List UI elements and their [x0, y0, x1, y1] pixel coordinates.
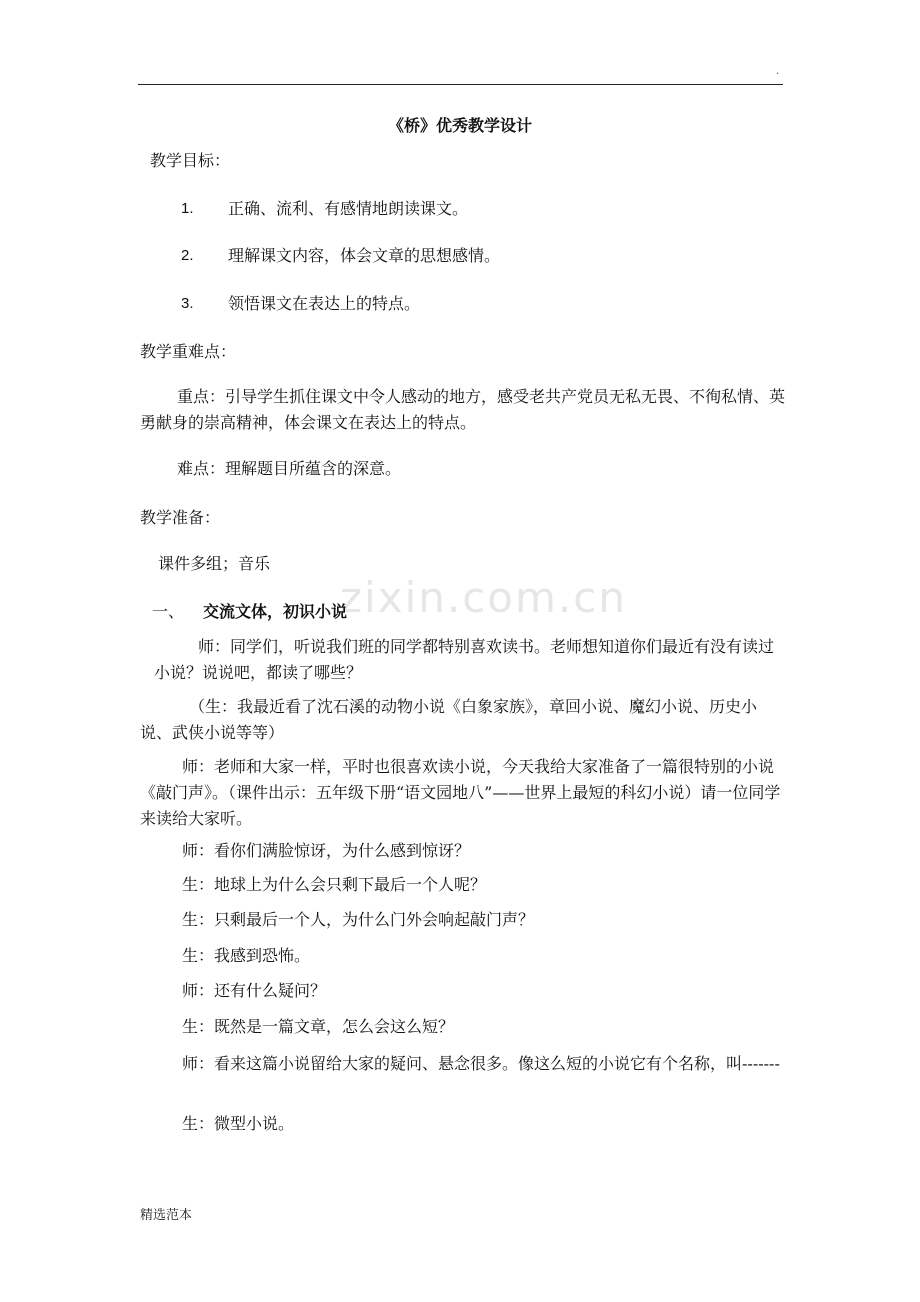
- difficulty-paragraph: 难点：理解题目所蕴含的深意。: [177, 459, 402, 478]
- dialogue-line-7: 生：我感到恐怖。: [182, 946, 311, 965]
- objective-num-1: 1.: [181, 200, 194, 217]
- objective-text-1: 正确、流利、有感情地朗读课文。: [228, 199, 469, 218]
- dialogue-line-8: 师：还有什么疑问？: [182, 981, 327, 1000]
- header-rule: [138, 84, 783, 85]
- objectives-heading: 教学目标：: [150, 151, 231, 170]
- focus-paragraph: 重点：引导学生抓住课文中令人感动的地方，感受老共产党员无私无畏、不徇私情、英勇献身的崇高精神，体会课文在表达上的特点。: [140, 387, 786, 432]
- dialogue-line-10: 师：看来这篇小说留给大家的疑问、悬念很多。像这么短的小说它有个名称，叫-------: [182, 1054, 780, 1073]
- preparation-items: 课件多组；音乐: [158, 554, 271, 573]
- dialogue-line-5: 生：地球上为什么会只剩下最后一个人呢？: [182, 875, 487, 894]
- objective-text-2: 理解课文内容，体会文章的思想感情。: [228, 246, 501, 265]
- key-points-heading: 教学重难点：: [140, 342, 237, 361]
- dialogue-line-3: 师：老师和大家一样，平时也很喜欢读小说，今天我给大家准备了一篇很特别的小说《敲门声》。（课件出示：五年级下册“语文园地八”——世界上最短的科幻小说）请一位同学来读给大家听。: [140, 757, 781, 828]
- dialogue-line-11: 生：微型小说。: [182, 1114, 295, 1133]
- section-1-title: 交流文体，初识小说: [203, 602, 348, 621]
- dialogue-line-2: （生：我最近看了沈石溪的动物小说《白象家族》，章回小说、魔幻小说、历史小说、武侠小说等等）: [140, 697, 758, 742]
- preparation-heading: 教学准备：: [140, 508, 221, 527]
- section-1-number: 一、: [152, 602, 185, 621]
- dialogue-line-1: 师：同学们，听说我们班的同学都特别喜欢读书。老师想知道你们最近有没有读过小说？说说吧，都读了哪些？: [154, 637, 775, 682]
- header-dot: .: [776, 66, 780, 77]
- objective-num-2: 2.: [181, 247, 194, 264]
- dialogue-line-6: 生：只剩最后一个人，为什么门外会响起敲门声？: [182, 910, 535, 929]
- dialogue-line-4: 师：看你们满脸惊讶，为什么感到惊讶？: [182, 841, 471, 860]
- objective-text-3: 领悟课文在表达上的特点。: [228, 294, 421, 313]
- objective-num-3: 3.: [181, 295, 194, 312]
- dialogue-line-9: 生：既然是一篇文章，怎么会这么短？: [182, 1017, 455, 1036]
- watermark: zixin.com.cn: [340, 573, 627, 622]
- footer-label: 精选范本: [140, 1208, 193, 1223]
- document-title: 《桥》优秀教学设计: [387, 116, 532, 135]
